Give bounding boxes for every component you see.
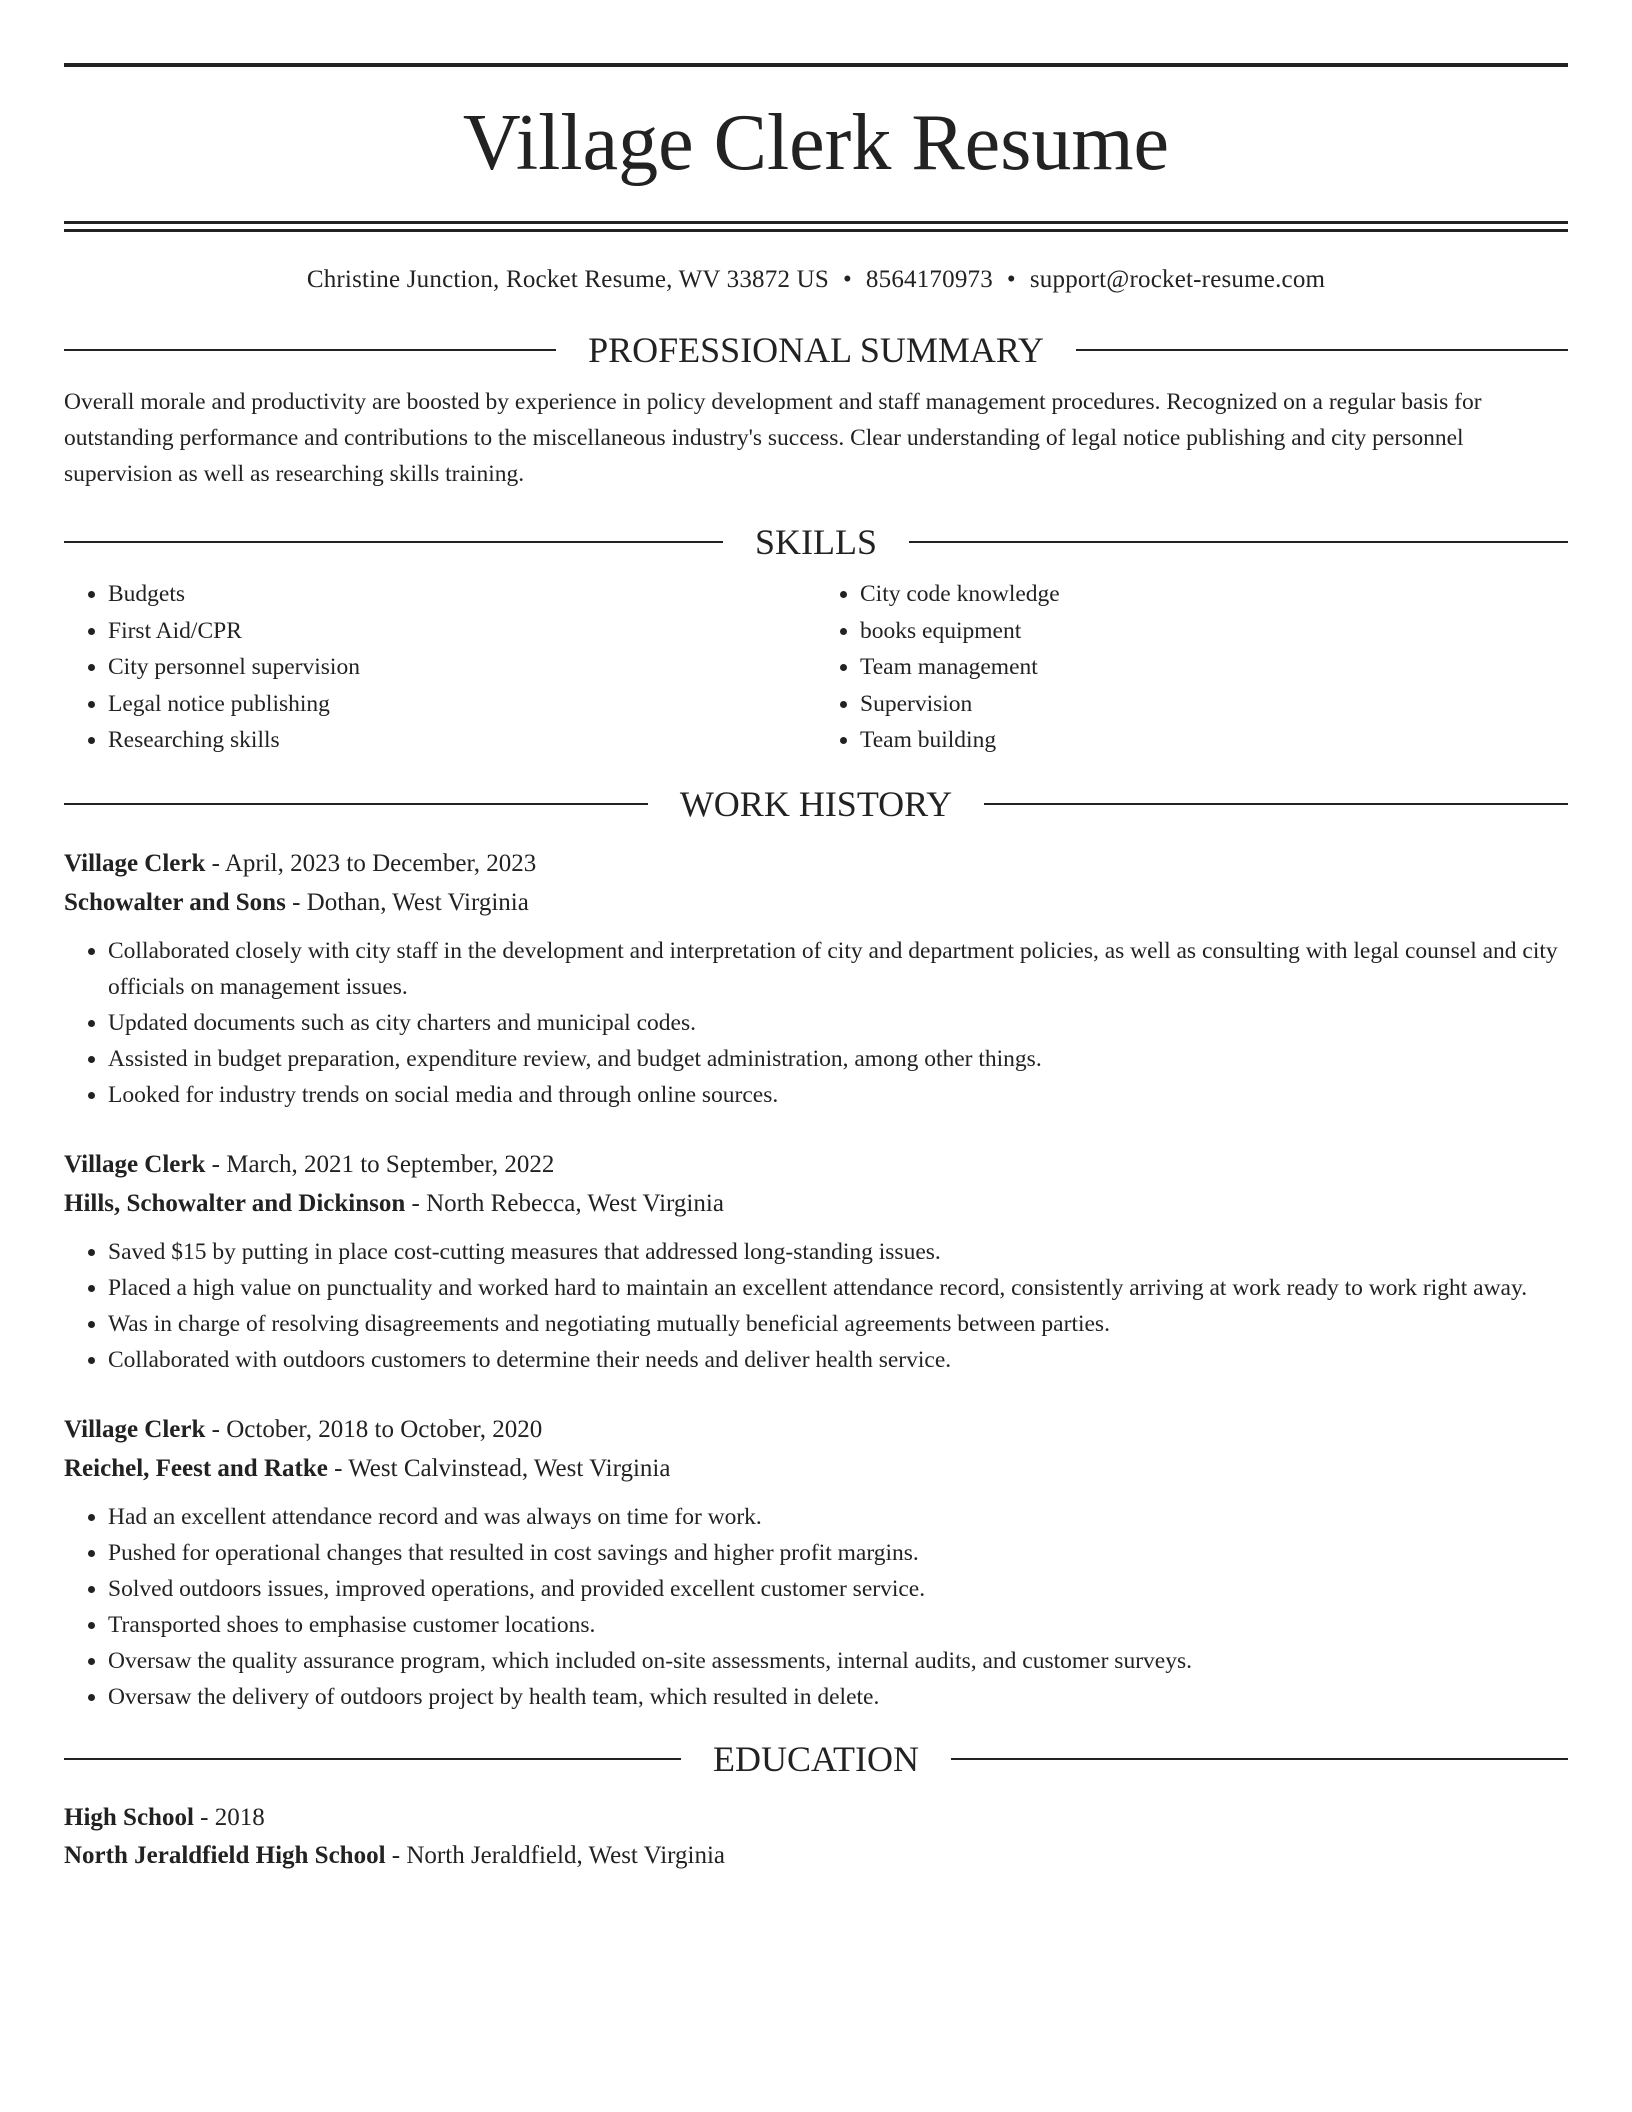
job-bullet-list <box>64 1234 1568 1378</box>
skills-heading-label: SKILLS <box>755 522 878 562</box>
job-title: Village Clerk <box>64 1150 206 1178</box>
skill-item: • Budgets <box>108 576 816 613</box>
job-dates: - March, 2021 to September, 2022 <box>205 1150 555 1178</box>
education-location: - North Jeraldfield, West Virginia <box>385 1841 726 1869</box>
job-title-line <box>64 844 1568 883</box>
skills-column-left <box>64 576 816 759</box>
heading-rule-right <box>1076 349 1568 351</box>
skills-column-right <box>816 576 1568 759</box>
education-heading-label: EDUCATION <box>713 1738 919 1779</box>
job-company-line <box>64 1449 1568 1488</box>
heading-rule-right <box>984 803 1568 805</box>
heading-rule-left <box>64 803 648 805</box>
skill-item: • Supervision <box>860 686 1568 723</box>
job-dates: - April, 2023 to December, 2023 <box>205 849 537 877</box>
skill-item: • books equipment <box>860 613 1568 650</box>
job-company: Schowalter and Sons <box>64 888 286 916</box>
job-bullet-list <box>64 933 1568 1113</box>
job-bullet-list <box>64 1499 1568 1715</box>
job-bullet: • Looked for industry trends on social media and through online sources. <box>108 1077 1568 1113</box>
job-bullet: • Pushed for operational changes that resulted in cost savings and higher profit margins. <box>108 1535 1568 1571</box>
job-bullet: • Solved outdoors issues, improved operations, and provided excellent customer service. <box>108 1571 1568 1607</box>
skills-heading <box>64 520 1568 564</box>
top-rule <box>64 63 1568 67</box>
resume-title: Village Clerk Resume <box>462 99 1170 187</box>
skills-grid <box>64 576 1568 759</box>
job-location: - Dothan, West Virginia <box>285 888 529 916</box>
education-school-line <box>64 1837 1568 1875</box>
summary-heading-label: PROFESSIONAL SUMMARY <box>588 330 1044 370</box>
job-title: Village Clerk <box>64 1415 206 1443</box>
skill-item: • Researching skills <box>108 722 816 759</box>
job-company: Reichel, Feest and Ratke <box>64 1454 328 1482</box>
heading-rule-left <box>64 349 556 351</box>
job-title: Village Clerk <box>64 849 206 877</box>
contact-line <box>64 263 1568 297</box>
heading-rule-left <box>64 541 723 543</box>
job-company-line <box>64 1184 1568 1223</box>
job-company-line <box>64 883 1568 922</box>
job-bullet: • Transported shoes to emphasise customer locations. <box>108 1607 1568 1643</box>
heading-rule-right <box>951 1758 1568 1760</box>
summary-paragraph: Overall morale and productivity are boosted by experience in policy development and staff management procedures. Recognized on a regular basis for outstanding performance and contributions to the miscellaneous industry's success. Clear understanding of legal notice publishing and city personnel supervision as well as researching skills training. <box>64 389 1482 487</box>
skill-item: • Legal notice publishing <box>108 686 816 723</box>
title-double-rule <box>64 221 1568 232</box>
skill-item: • First Aid/CPR <box>108 613 816 650</box>
education-heading <box>64 1737 1568 1781</box>
job-company: Hills, Schowalter and Dickinson <box>64 1189 406 1217</box>
heading-rule-left <box>64 1758 681 1760</box>
job-bullet: • Placed a high value on punctuality and worked hard to maintain an excellent attendance record, consistently arriving at work ready to work right away. <box>108 1270 1568 1306</box>
job-bullet: • Was in charge of resolving disagreements and negotiating mutually beneficial agreements between parties. <box>108 1306 1568 1342</box>
job-bullet: • Collaborated closely with city staff in the development and interpretation of city and department policies, as well as consulting with legal counsel and city officials on management issues. <box>108 933 1568 1005</box>
contact-phone: 8564170973 <box>865 266 993 293</box>
education-year: - 2018 <box>193 1803 265 1831</box>
job-title-line <box>64 1145 1568 1184</box>
contact-email: support@rocket-resume.com <box>1029 266 1326 293</box>
job-bullet: • Collaborated with outdoors customers to determine their needs and deliver health service. <box>108 1342 1568 1378</box>
job-bullet: • Oversaw the quality assurance program, which included on-site assessments, internal audits, and customer surveys. <box>108 1643 1568 1679</box>
job-entry <box>64 844 1568 1113</box>
job-bullet: • Saved $15 by putting in place cost-cutting measures that addressed long-standing issues. <box>108 1234 1568 1270</box>
heading-rule-right <box>909 541 1568 543</box>
education-school: North Jeraldfield High School <box>64 1841 386 1869</box>
contact-separator: • <box>842 266 852 293</box>
contact-separator: • <box>1006 266 1016 293</box>
education-degree-line <box>64 1799 1568 1837</box>
job-bullet: • Assisted in budget preparation, expenditure review, and budget administration, among other things. <box>108 1041 1568 1077</box>
summary-heading <box>64 328 1568 372</box>
skill-item: • City personnel supervision <box>108 649 816 686</box>
job-bullet: • Updated documents such as city charters and municipal codes. <box>108 1005 1568 1041</box>
job-bullet: • Oversaw the delivery of outdoors project by health team, which resulted in delete. <box>108 1679 1568 1715</box>
job-location: - North Rebecca, West Virginia <box>405 1189 724 1217</box>
job-dates: - October, 2018 to October, 2020 <box>205 1415 543 1443</box>
skill-item: • City code knowledge <box>860 576 1568 613</box>
contact-address: Christine Junction, Rocket Resume, WV 33872 US <box>306 266 829 293</box>
job-entry <box>64 1410 1568 1715</box>
education-entry <box>64 1799 1568 1875</box>
work-history-heading <box>64 782 1568 826</box>
job-location: - West Calvinstead, West Virginia <box>327 1454 671 1482</box>
job-title-line <box>64 1410 1568 1449</box>
job-bullet: • Had an excellent attendance record and was always on time for work. <box>108 1499 1568 1535</box>
job-entry <box>64 1145 1568 1378</box>
skill-item: • Team management <box>860 649 1568 686</box>
education-degree: High School <box>64 1803 194 1831</box>
work-history-heading-label: WORK HISTORY <box>679 783 953 824</box>
skill-item: • Team building <box>860 722 1568 759</box>
